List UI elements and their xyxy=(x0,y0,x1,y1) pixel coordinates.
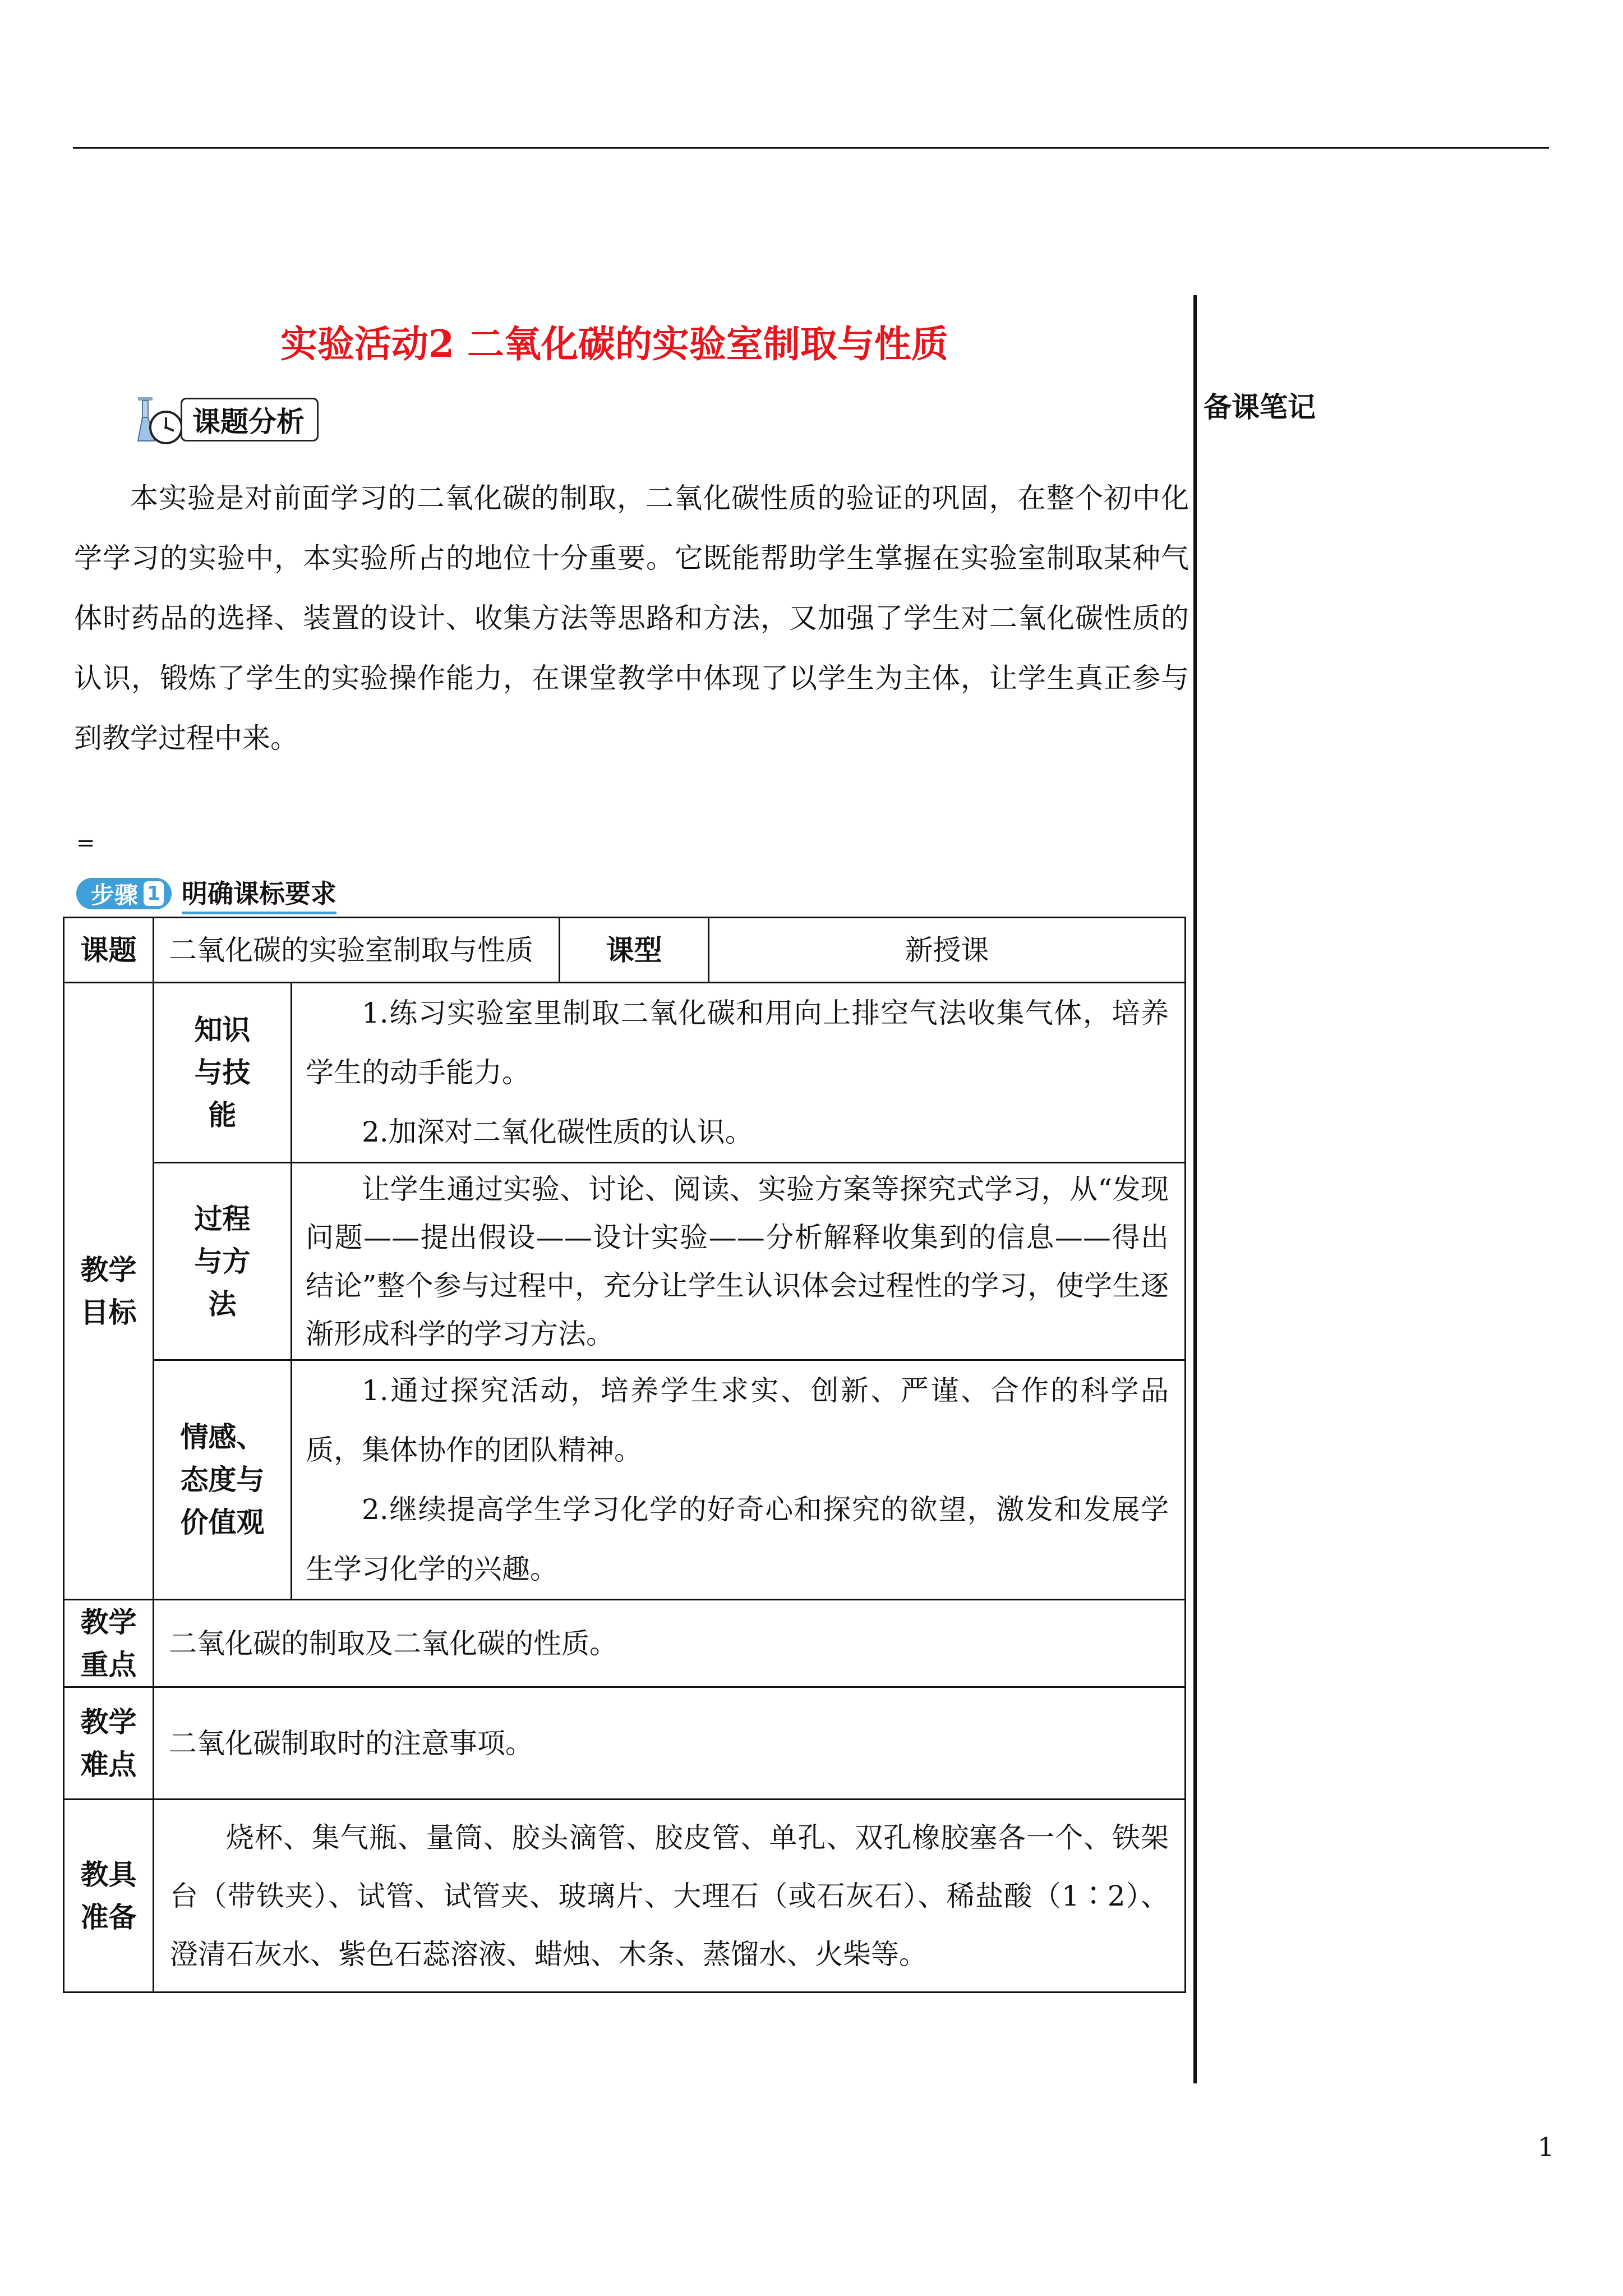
lesson-plan-table xyxy=(63,917,1186,1993)
step-heading xyxy=(76,875,336,912)
goal-attitude-item-1: 1.通过探究活动，培养学生求实、创新、严谨、合作的科学品质，集体协作的团队精神。 xyxy=(306,1374,1169,1466)
materials-content xyxy=(154,1800,1186,1993)
lesson-type-label: 课型 xyxy=(560,918,709,983)
topic-label: 课题 xyxy=(64,918,154,983)
difficulties-label: 教学难点 xyxy=(64,1687,154,1800)
materials-label: 教具准备 xyxy=(64,1800,154,1993)
intro-paragraph: 本实验是对前面学习的二氧化碳的制取，二氧化碳性质的验证的巩固，在整个初中化学学习的实验中，本实验所占的地位十分重要。它既能帮助学生掌握在实验室制取某种气体时药品的选择、装置的设计、收集方法等思路和方法，又加强了学生对二氧化碳性质的认识，锻炼了学生的实验操作能力，在课堂教学中体现了以学生为主体，让学生真正参与到教学过程中来。 xyxy=(74,482,1189,754)
difficulties-value: 二氧化碳制取时的注意事项。 xyxy=(154,1687,1186,1800)
key-points-value: 二氧化碳的制取及二氧化碳的性质。 xyxy=(154,1600,1186,1687)
clock-beaker-icon xyxy=(132,393,186,447)
goal-knowledge-item-1: 1.练习实验室里制取二氧化碳和用向上排空气法收集气体，培养学生的动手能力。 xyxy=(306,997,1169,1089)
table-row xyxy=(64,1600,1186,1687)
key-points-label: 教学重点 xyxy=(64,1600,154,1687)
lesson-type-value: 新授课 xyxy=(709,918,1186,983)
step-pill-label: 步骤 xyxy=(91,881,139,909)
materials-value: 烧杯、集气瓶、量筒、胶头滴管、胶皮管、单孔、双孔橡胶塞各一个、铁架台（带铁夹）、试管、试管夹、玻璃片、大理石（或石灰石）、稀盐酸（1∶2）、澄清石灰水、紫色石蕊溶液、蜡烛、木条、蒸馏水、火柴等。 xyxy=(170,1821,1169,1971)
table-row xyxy=(64,1800,1186,1993)
page-number: 1 xyxy=(1538,2132,1555,2162)
section-badge xyxy=(132,393,319,447)
goal-attitude-item-2: 2.继续提高学生学习化学的好奇心和探究的欲望，激发和发展学生学习化学的兴趣。 xyxy=(306,1493,1169,1585)
goal-attitude-label: 情感、态度与价值观 xyxy=(154,1360,292,1600)
table-row xyxy=(64,918,1186,983)
table-row xyxy=(64,983,1186,1163)
notes-column-divider xyxy=(1193,295,1197,2083)
goal-knowledge-item-2: 2.加深对二氧化碳性质的认识。 xyxy=(362,1116,753,1148)
topic-value: 二氧化碳的实验室制取与性质 xyxy=(154,918,560,983)
step-number: 1 xyxy=(144,881,164,906)
goals-label: 教学目标 xyxy=(64,983,154,1600)
goal-knowledge-content xyxy=(292,983,1186,1163)
notes-column-label: 备课笔记 xyxy=(1204,391,1316,424)
goal-process-content xyxy=(292,1163,1186,1360)
goal-process-label: 过程与方法 xyxy=(154,1163,292,1360)
goal-attitude-content xyxy=(292,1360,1186,1600)
page-title: 实验活动2 二氧化碳的实验室制取与性质 xyxy=(280,322,948,366)
table-row xyxy=(64,1163,1186,1360)
stray-mark: = xyxy=(76,830,95,856)
step-heading-text: 明确课标要求 xyxy=(182,873,336,914)
table-row xyxy=(64,1360,1186,1600)
goal-knowledge-label: 知识与技能 xyxy=(154,983,292,1163)
step-pill xyxy=(76,878,172,909)
table-row xyxy=(64,1687,1186,1800)
section-badge-label: 课题分析 xyxy=(181,398,319,441)
goal-process-item-1: 让学生通过实验、讨论、阅读、实验方案等探究式学习，从“发现问题——提出假设——设计实验——分析解释收集到的信息——得出结论”整个参与过程中，充分让学生认识体会过程性的学习，使学生逐渐形成科学的学习方法。 xyxy=(306,1172,1169,1350)
header-rule xyxy=(73,147,1549,149)
